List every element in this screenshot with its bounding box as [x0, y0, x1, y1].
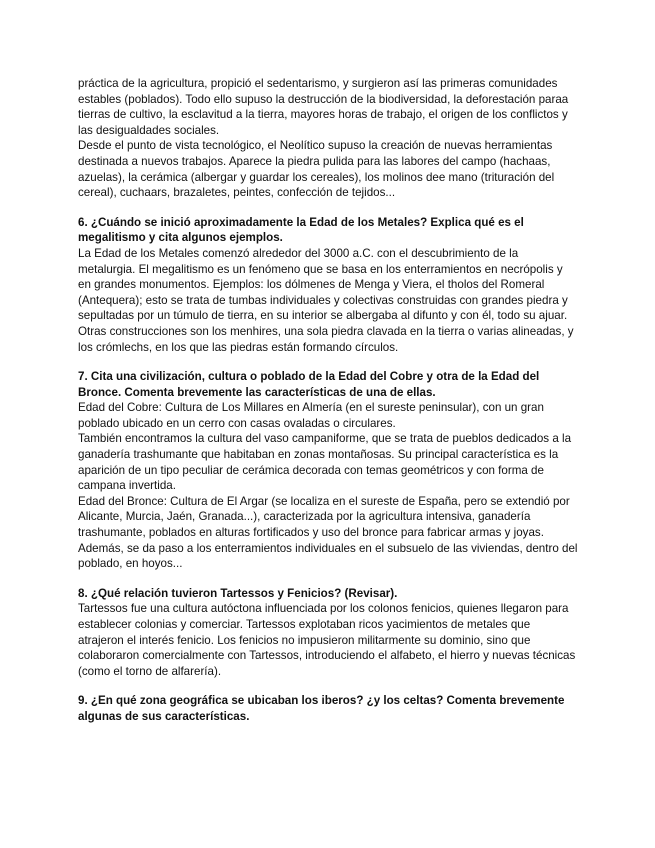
intro-paragraph-1: práctica de la agricultura, propició el sedentarismo, y surgieron así las primeras comunidades estables (poblados). Todo ello supuso la destrucción de la biodiversidad, la deforestación paraa tierras de cultivo, la esclavitud a la tierra, mayores horas de trabajo, el origen de los conflictos y las desigualdades sociales. — [78, 77, 569, 137]
answer-8-paragraph-1: Tartessos fue una cultura autóctona influenciada por los colonos fenicios, quienes llegaron para establecer colonias y comerciar. Tartessos explotaban ricos yacimientos de metales que atrajeron el interés fenicio. Los fenicios no impusieron militarmente su dominio, sino que colaboraron comercialmente con Tartessos, introduciendo el alfabeto, el hierro y nuevas técnicas (como el torno de alfarería). — [78, 602, 576, 678]
spacer — [78, 355, 578, 369]
intro-paragraph-2: Desde el punto de vista tecnológico, el Neolítico supuso la creación de nuevas herramientas destinada a nuevos trabajos. Aparece la piedra pulida para las labores del campo (hachaas, azuelas), la cerámica (albergar y guardar los cereales), los molinos dee mano (trituración del cereal), cuchaars, brazaletes, peintes, confección de tejidos... — [78, 139, 555, 200]
answer-6-paragraph-1: La Edad de los Metales comenzó alrededor del 3000 a.C. con el descubrimiento de la metalurgia. El megalitismo es un fenómeno que se basa en los enterramientos en necrópolis y en grandes monumentos. Ejemplos: los dólmenes de Menga y Viera, el tholos del Romeral (Antequera); esto se trata de tumbas individuales y colectivas construidas con grandes piedra y sepultadas por un túmulo de tierra, en su interior se albergaba al difunto y con él, todo su ajuar. Otras construcciones son los menhires, una sola piedra clavada en la tierra o varias alineadas, y los crómlechs, en los que las piedras están formando círculos. — [78, 246, 574, 354]
answer-7-paragraph-3: Edad del Bronce: Cultura de El Argar (se localiza en el sureste de España, pero se extendió por Alicante, Murcia, Jaén, Granada...), caracterizada por la agricultura intensiva, ganadería trashumante, poblados en alturas fortificados y uso del bronce para fabricar armas y joyas. Además, se da paso a los enterramientos individuales en el subsuelo de las viviendas, dentro del poblado, en hoyos... — [78, 494, 578, 571]
spacer — [78, 201, 578, 215]
spacer — [78, 679, 578, 693]
section-question-8 — [78, 586, 578, 680]
document-page — [78, 76, 578, 725]
question-8-heading: 8. ¿Qué relación tuvieron Tartessos y Fenicios? (Revisar). — [78, 586, 398, 600]
section-question-9 — [78, 693, 578, 724]
question-7-heading: 7. Cita una civilización, cultura o poblado de la Edad del Cobre y otra de la Edad del Bronce. Comenta brevemente las características de una de ellas. — [78, 370, 540, 399]
intro-section — [78, 76, 578, 201]
answer-7-paragraph-2: También encontramos la cultura del vaso campaniforme, que se trata de pueblos dedicados a la ganadería trashumante que habitaban en zonas montañosas. Su principal característica es la aparición de un tipo peculiar de cerámica decorada con temas geométricos y con forma de campana invertida. — [78, 432, 572, 493]
section-question-7 — [78, 369, 578, 572]
section-question-6 — [78, 215, 578, 355]
question-6-heading: 6. ¿Cuándo se inició aproximadamente la Edad de los Metales? Explica qué es el megalitismo y cita algunos ejemplos. — [78, 215, 524, 245]
question-9-heading: 9. ¿En qué zona geográfica se ubicaban los iberos? ¿y los celtas? Comenta brevemente algunas de sus características. — [78, 694, 565, 723]
spacer — [78, 572, 578, 586]
answer-7-paragraph-1: Edad del Cobre: Cultura de Los Millares en Almería (en el sureste peninsular), con un gran poblado ubicado en un cerro con casas ovaladas o circulares. — [78, 401, 544, 430]
